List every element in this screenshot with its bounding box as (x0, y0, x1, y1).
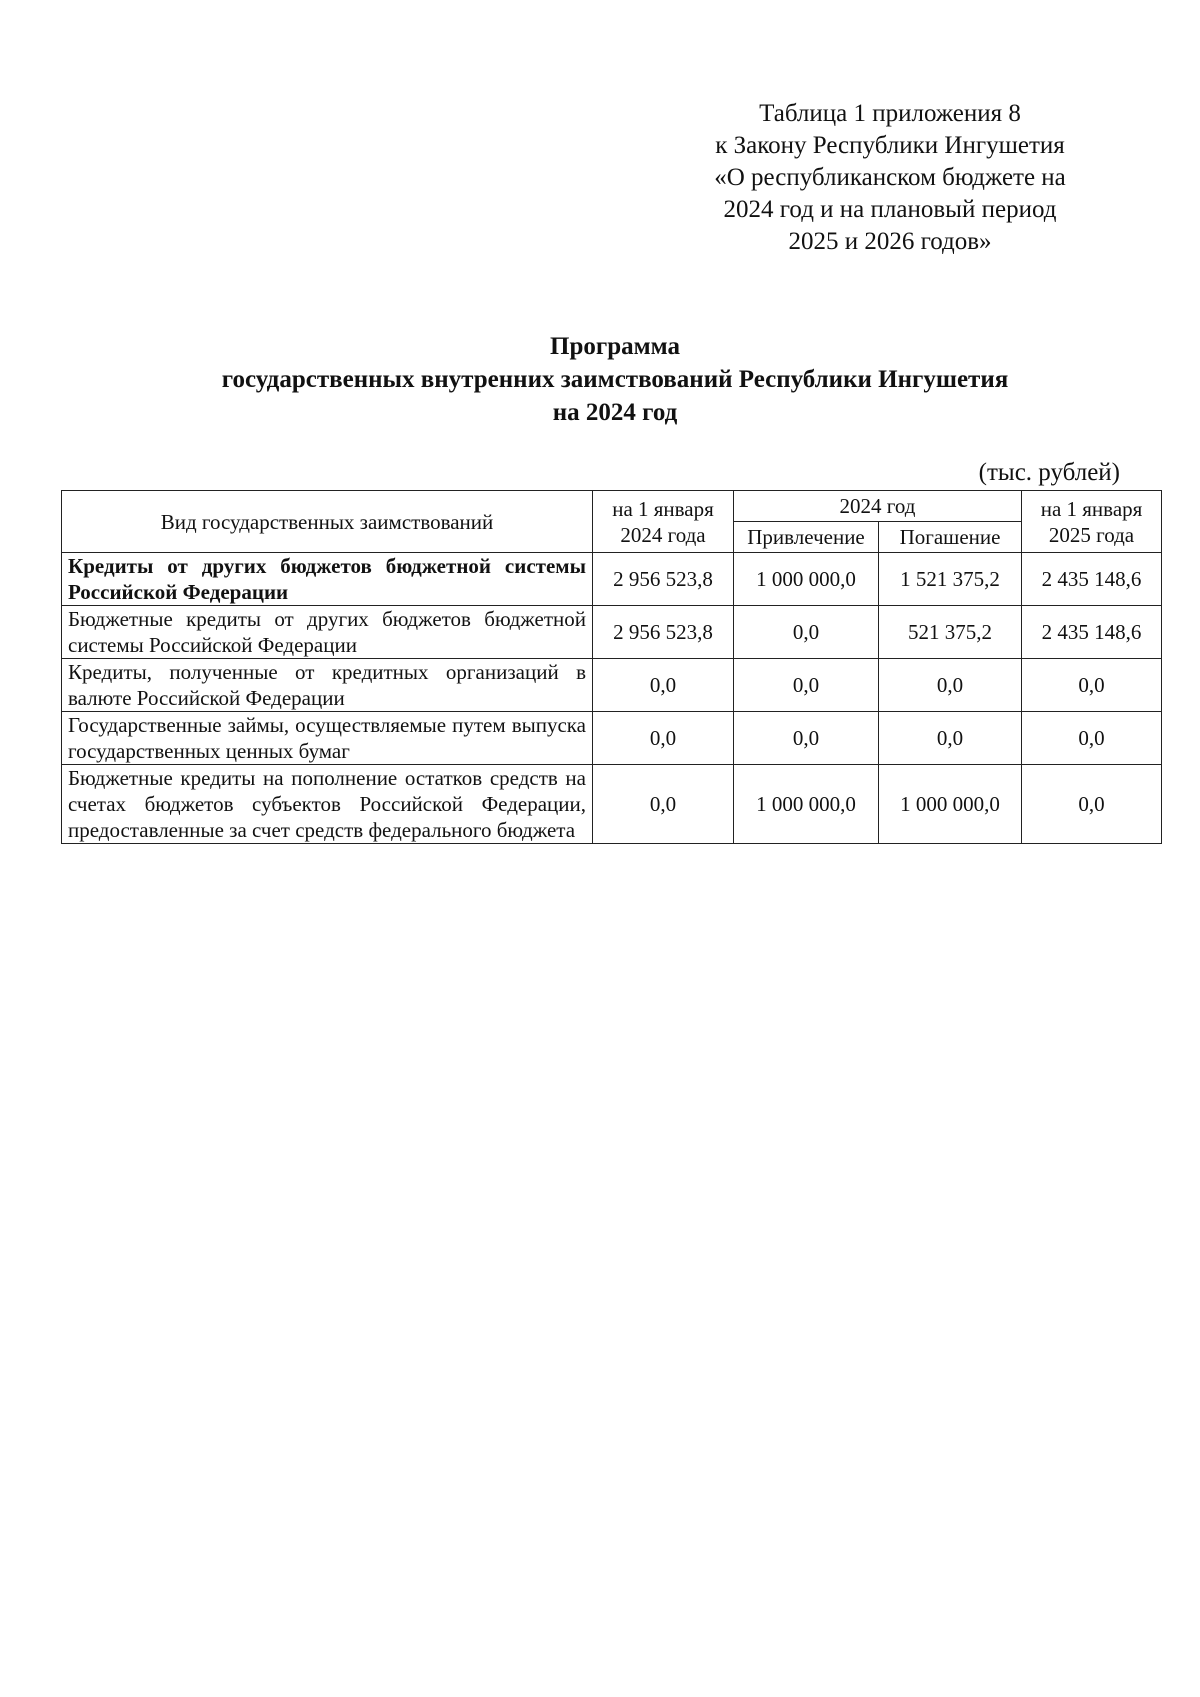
header-attraction: Привлечение (734, 522, 879, 553)
header-start-balance (593, 491, 734, 553)
title-line-1: Программа (550, 333, 680, 360)
header-end-line2: 2025 года (1048, 522, 1135, 547)
row-end: 2 435 148,6 (1022, 553, 1162, 606)
title-line-3: на 2024 год (552, 399, 678, 426)
row-attraction: 0,0 (734, 659, 879, 712)
row-name: Государственные займы, осуществляемые путем выпуска государственных ценных бумаг (62, 712, 593, 765)
row-repayment: 521 375,2 (879, 606, 1022, 659)
row-attraction: 0,0 (734, 606, 879, 659)
borrowings-table (61, 490, 1162, 844)
row-end: 0,0 (1022, 712, 1162, 765)
row-start: 0,0 (593, 765, 734, 844)
header-repayment: Погашение (879, 522, 1022, 553)
title-line-2: государственных внутренних заимствований Республики Ингушетия (221, 366, 1009, 393)
row-name: Кредиты, полученные от кредитных организаций в валюте Российской Федерации (62, 659, 593, 712)
row-attraction: 0,0 (734, 712, 879, 765)
row-start: 0,0 (593, 712, 734, 765)
header-row (62, 491, 1162, 522)
table-row (62, 659, 1162, 712)
table-row (62, 606, 1162, 659)
header-end-line1: на 1 января (1040, 496, 1143, 521)
header-start-line1: на 1 января (612, 496, 714, 521)
appendix-line: 2025 и 2026 годов» (788, 228, 992, 255)
row-repayment: 1 521 375,2 (879, 553, 1022, 606)
row-start: 0,0 (593, 659, 734, 712)
appendix-line: к Закону Республики Ингушетия (715, 132, 1065, 159)
row-attraction: 1 000 000,0 (734, 553, 879, 606)
header-start-line2: 2024 года (620, 522, 706, 547)
row-name: Кредиты от других бюджетов бюджетной системы Российской Федерации (62, 553, 593, 606)
table-row (62, 553, 1162, 606)
table-row (62, 765, 1162, 844)
appendix-line: Таблица 1 приложения 8 (759, 100, 1021, 127)
document-title (0, 330, 1200, 429)
row-end: 0,0 (1022, 659, 1162, 712)
row-repayment: 0,0 (879, 659, 1022, 712)
row-repayment: 1 000 000,0 (879, 765, 1022, 844)
row-end: 2 435 148,6 (1022, 606, 1162, 659)
row-name: Бюджетные кредиты на пополнение остатков средств на счетах бюджетов субъектов Российской Федерации, предоставленные за счет средств федерального бюджета (62, 765, 593, 844)
header-type: Вид государственных заимствований (62, 491, 593, 553)
table-row (62, 712, 1162, 765)
units-label: (тыс. рублей) (978, 459, 1120, 486)
appendix-line: 2024 год и на плановый период (723, 196, 1057, 223)
row-start: 2 956 523,8 (593, 606, 734, 659)
row-attraction: 1 000 000,0 (734, 765, 879, 844)
row-start: 2 956 523,8 (593, 553, 734, 606)
row-repayment: 0,0 (879, 712, 1022, 765)
appendix-reference (690, 98, 1090, 258)
header-year: 2024 год (734, 491, 1022, 522)
header-end-balance (1022, 491, 1162, 553)
row-end: 0,0 (1022, 765, 1162, 844)
appendix-line: «О республиканском бюджете на (714, 164, 1066, 191)
row-name: Бюджетные кредиты от других бюджетов бюджетной системы Российской Федерации (62, 606, 593, 659)
